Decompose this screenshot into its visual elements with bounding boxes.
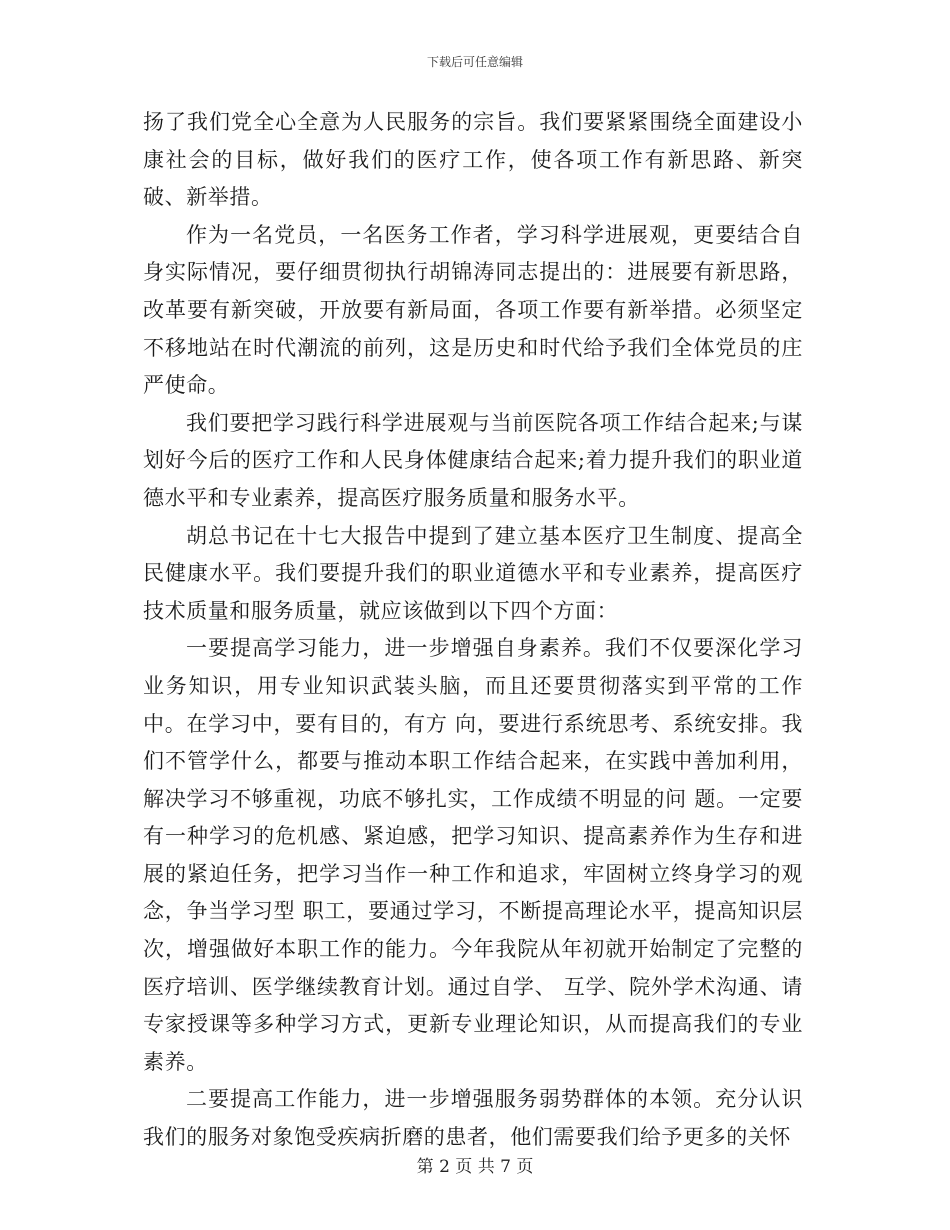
paragraph: 一要提高学习能力，进一步增强自身素养。我们不仅要深化学习业务知识，用专业知识武装头脑，而且还要贯彻落实到平常的工作中。在学习中，要有目的，有方 向，要进行系统思考、系统安排。我们不管学什么，都要与推动本职工作结合起来，在实践中善加利用，解决学习不够重视，功底不够扎实，工作成绩不明显的问 题。一定要有一种学习的危机感、紧迫感，把学习知识、提高素养作为生存和进展的紧迫任务，把学习当作一种工作和追求，牢固树立终身学习的观念，争当学习型 职工，要通过学习，不断提高理论水平，提高知识层次，增强做好本职工作的能力。今年我院从年初就开始制定了完整的医疗培训、医学继续教育计划。通过自学、 互学、院外学术沟通、请专家授课等多种学习方式，更新专业理论知识，从而提高我们的专业素养。 bbox=[143, 636, 803, 1074]
paragraph-continuation: 扬了我们党全心全意为人民服务的宗旨。我们要紧紧围绕全面建设小康社会的目标，做好我们的医疗工作，使各项工作有新思路、新突破、新举措。 bbox=[143, 110, 803, 210]
paragraph: 作为一名党员，一名医务工作者，学习科学进展观，更要结合自身实际情况，要仔细贯彻执行胡锦涛同志提出的：进展要有新思路，改革要有新突破，开放要有新局面，各项工作要有新举措。必须坚定不移地站在时代潮流的前列，这是历史和时代给予我们全体党员的庄严使命。 bbox=[143, 222, 803, 398]
page-header: 下载后可任意编辑 bbox=[426, 55, 523, 69]
page-number: 第 2 页 共 7 页 bbox=[416, 1157, 534, 1177]
paragraph: 胡总书记在十七大报告中提到了建立基本医疗卫生制度、提高全民健康水平。我们要提升我们的职业道德水平和专业素养，提高医疗技术质量和服务质量，就应该做到以下四个方面： bbox=[143, 523, 803, 623]
document-body bbox=[143, 104, 803, 1157]
paragraph: 二要提高工作能力，进一步增强服务弱势群体的本领。充分认识我们的服务对象饱受疾病折磨的患者，他们需要我们给予更多的关怀 bbox=[143, 1087, 803, 1150]
paragraph: 我们要把学习践行科学进展观与当前医院各项工作结合起来;与谋划好今后的医疗工作和人民身体健康结合起来;着力提升我们的职业道德水平和专业素养，提高医疗服务质量和服务水平。 bbox=[143, 410, 803, 510]
